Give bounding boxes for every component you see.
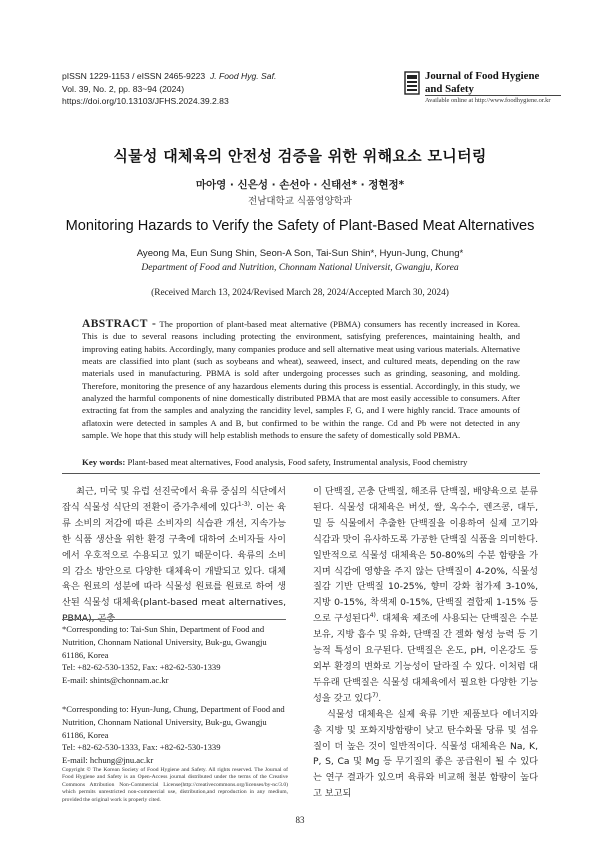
- volume-line: Vol. 39, No. 2, pp. 83~94 (2024): [62, 83, 185, 94]
- email-link[interactable]: E-mail: hchung@jnu.ac.kr: [62, 755, 154, 766]
- keywords: [82, 457, 532, 467]
- section-divider: [62, 473, 540, 474]
- title-korean: 식물성 대체육의 안전성 검증을 위한 위해요소 모니터링: [113, 147, 487, 165]
- issn-line: pISSN 1229-1153 / eISSN 2465-9223 J. Food Hyg. Saf.: [62, 71, 277, 81]
- keywords-text: Plant-based meat alternatives, Food analysis, Food safety, Instrumental analysis, Food chemistry: [127, 457, 468, 467]
- citation: 7): [372, 691, 379, 699]
- abstract-heading: ABSTRACT -: [82, 318, 157, 330]
- keywords-label: Key words:: [82, 457, 126, 467]
- affiliation-english: Department of Food and Nutrition, Chonnam National Universit, Gwangju, Korea: [141, 262, 459, 273]
- intro-paragraph-2: 식물성 대체육은 실제 육류 기반 제품보다 에너지와 총 지방 및 포화지방함량이 낮고 탄수화물 당류 및 섬유질이 더 높은 것이 일반적이다. 식물성 대체육은 Na, K, P, S, Ca 및 Mg 등 무기질의 좋은 공급원이 될 수 있다는 연구 결과가 있으며 육류와 비교해 철분 함량이 높다고 보고되: [313, 708, 538, 800]
- journal-logo: [397, 66, 562, 114]
- page-number: 83: [295, 815, 305, 825]
- intro-paragraph-1-cont: 이 단백질, 곤충 단백질, 해조류 단백질, 배양육으로 분류된다. 식물성 대체육은 버섯, 쌀, 옥수수, 렌즈콩, 대두, 밀 등 식물에서 추출한 단백질을 이용하여 실제 고기와 식감과 맛이 유사하도록 가공한 단백질 식품을 의미한다. 일반적으로 식물성 대체육은 50-80%의 수분 함량을 가지며 식감에 영향을 주지 않는 단백질이 4-20%, 식물성 질감 기반 단백질 10-25%, 향미 강화 첨가제 3-10%, 지방 0-15%, 착색제 0-15%, 단백질 결합제 1-15% 등으로 구성된다$^{4)}$. 대체육 제조에 사용되는 단백질은 수분 보유, 지방 흡수 및 유화, 단백질 간 겔화 형성 능력 등 기능적 특성이 요구된다. 단백질은 온도, pH, 이온강도 등 외부 환경의 변화로 기능성이 달라질 수 있다. 이처럼 대두유래 단백질은 식물성 대체육에서 필요한 다양한 기능성을 갖고 있다$^{7)}$.: [313, 486, 539, 704]
- abstract: [82, 318, 520, 441]
- authors-english: Ayeong Ma, Eun Sung Shin, Seon-A Son, Tai-Sun Shin*, Hyun-Jung, Chung*: [136, 248, 464, 259]
- received-dates: (Received March 13, 2024/Revised March 28, 2024/Accepted March 30, 2024): [151, 288, 449, 298]
- available-online-link[interactable]: Available online at http://www.foodhygiene.or.kr: [425, 97, 551, 104]
- intro-paragraph-1: 최근, 미국 및 유럽 선진국에서 육류 중심의 식단에서 잡식 식물성 식단의 전환이 증가추세에 있다$^{1-3)}$. 이는 육류 소비의 저감에 따른 소비자의 식습관 개선, 지속가능한 식품 생산을 위한 환경 구축에 대하여 소비자들 사이에서 우호적으로 수용되고 있기 때문이다. 육류의 소비의 감소 방안으로 다양한 대체육이 개발되고 있다. 대체육은 원료의 성분에 따라 식물성 원료를 원료로 하여 생산된 식물성 대체육(plant-based meat alternatives, PBMA), 곤충: [62, 486, 287, 625]
- corresponding-author-2: *Corresponding to: Hyun-Jung, Chung, Department of Food and Nutrition, Chonnam National University, Buk-gu, Gwangju 61186, Korea Tel: +82-62-530-1333, Fax: +82-62-530-1339 E-mail: hchung@jnu.ac.kr: [62, 704, 285, 766]
- journal-emblem-icon: [403, 70, 421, 96]
- citation: 4): [369, 612, 376, 620]
- journal-abbrev: J. Food Hyg. Saf.: [209, 71, 277, 81]
- body-right-column: [313, 484, 538, 802]
- affiliation-korean: 전남대학교 식품영양학과: [248, 196, 352, 207]
- footnote-divider: [62, 619, 286, 620]
- abstract-text: The proportion of plant-based meat alternative (PBMA) consumers has recently increased in Korea. This is due to several reasons including protecting the environment, satisfying preferences, maintaining health, and improving eating habits. Accordingly, many companies produce and sell alternative meat using various materials. Alternative meats are classified into plant (such as soybeans and wheat), seaweed, insect, and cultured meats, depending on the raw materials used in manufacturing. PBMA is sold after undergoing processes such as grinding, seasoning, and molding. Therefore, monitoring the presence of any hazardous elements during this process is essential. Accordingly, in this study, we analyzed the harmful components of nine domestically distributed PBMA that are most easily accessible to consumers. After extracting fat from the samples and analyzing the rancidity level, samples F, G, and I were highly rancid. Trace amounts of aflatoxin were detected in samples A and B, but confirmed to be within the range. Cd and Pb were not detected in any sample. We hope that this study will help establish methods to ensure the safety of domestically sold PBMA.: [82, 319, 521, 441]
- title-english: Monitoring Hazards to Verify the Safety of Plant-Based Meat Alternatives: [65, 218, 535, 234]
- body-left-column: [62, 484, 286, 627]
- citation: 1-3): [237, 500, 251, 508]
- journal-meta: [62, 70, 276, 108]
- doi-link[interactable]: https://doi.org/10.13103/JFHS.2024.39.2.83: [62, 96, 229, 106]
- authors-korean: 마아영 · 신은성 · 손선아 · 신태선* · 정현정*: [195, 179, 405, 191]
- journal-name: Journal of Food Hygiene and Safety: [425, 70, 540, 95]
- logo-divider: [425, 95, 561, 96]
- email-link[interactable]: E-mail: shints@chonnam.ac.kr: [62, 675, 169, 686]
- copyright-notice: Copyright © The Korean Society of Food Hygiene and Safety. All rights reserved. The Journal of Food Hygiene and Safety is an Open-Access journal distributed under the terms of the Creative Commons Attribution Non-Commercial License(http://creativecommons.org/licenses/by-nc/3.0) which permits unrestricted non-commercial use, distribution,and reproduction in any medium, provided the original work is properly cited.: [62, 767, 288, 803]
- corresponding-author-1: *Corresponding to: Tai-Sun Shin, Department of Food and Nutrition, Chonnam National University, Buk-gu, Gwangju 61186, Korea Tel: +82-62-530-1352, Fax: +82-62-530-1339 E-mail: shints@chonnam.ac.kr: [62, 623, 286, 687]
